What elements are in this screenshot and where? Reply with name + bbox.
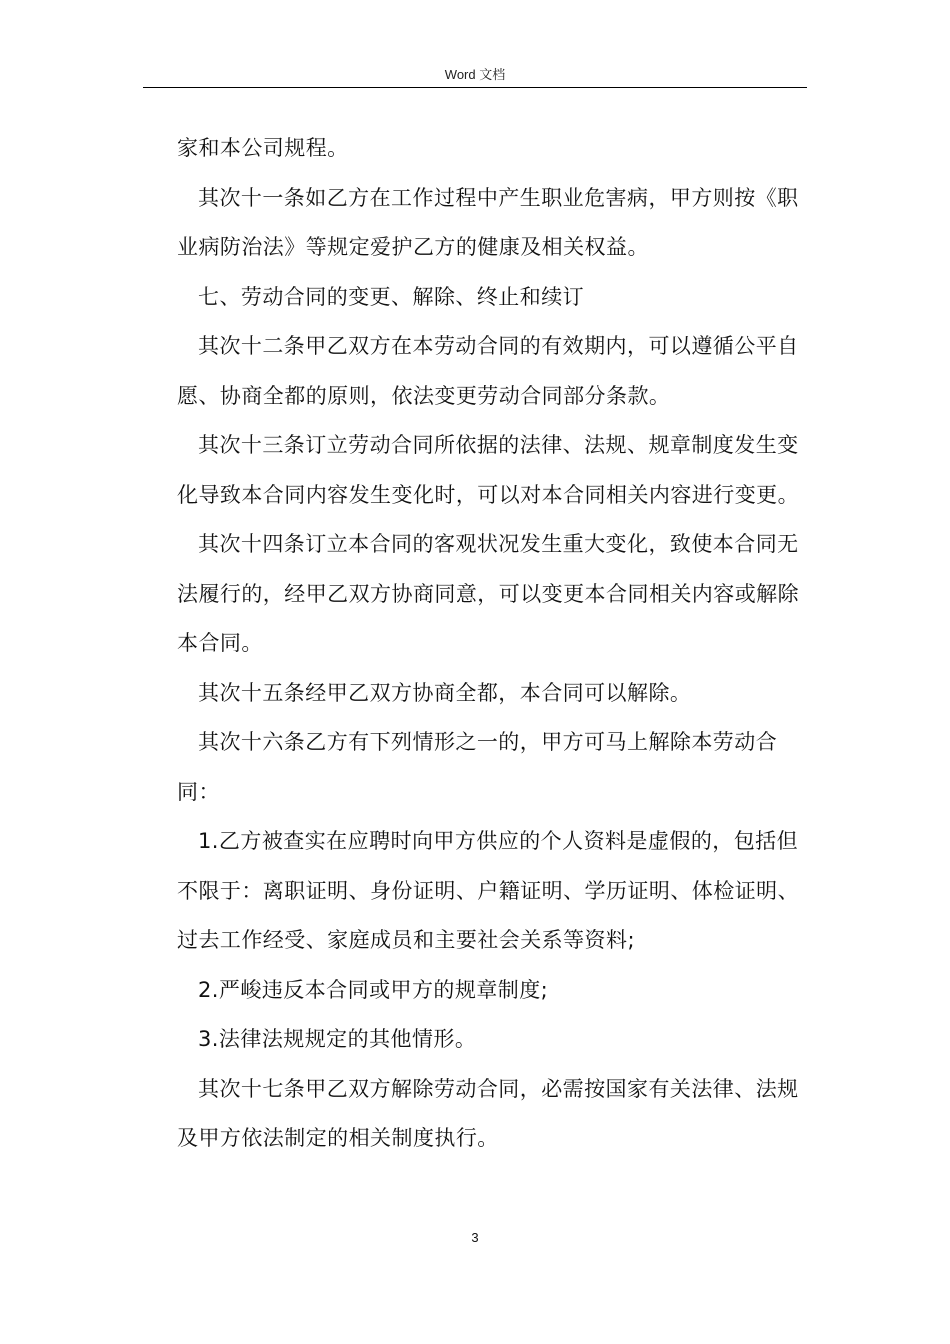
paragraph: 其次十二条甲乙双方在本劳动合同的有效期内，可以遵循公平自愿、协商全都的原则，依法变更劳动合同部分条款。	[177, 334, 799, 408]
list-item: 1.乙方被查实在应聘时向甲方供应的个人资料是虚假的，包括但不限于：离职证明、身份证明、户籍证明、学历证明、体检证明、过去工作经受、家庭成员和主要社会关系等资料;	[177, 829, 800, 952]
paragraph: 其次十六条乙方有下列情形之一的，甲方可马上解除本劳动合同：	[177, 730, 778, 804]
paragraph: 其次十一条如乙方在工作过程中产生职业危害病，甲方则按《职业病防治法》等规定爱护乙方的健康及相关权益。	[177, 185, 799, 259]
header-divider	[143, 87, 807, 88]
paragraph: 家和本公司规程。	[177, 136, 349, 160]
page-header: Word 文档	[444, 67, 506, 82]
page-number: 3	[471, 1230, 479, 1245]
list-item: 3.法律法规规定的其他情形。	[198, 1027, 477, 1051]
paragraph: 其次十三条订立劳动合同所依据的法律、法规、规章制度发生变化导致本合同内容发生变化时，可以对本合同相关内容进行变更。	[177, 433, 800, 507]
paragraph: 其次十七条甲乙双方解除劳动合同，必需按国家有关法律、法规及甲方依法制定的相关制度执行。	[177, 1076, 799, 1150]
paragraph: 其次十四条订立本合同的客观状况发生重大变化，致使本合同无法履行的，经甲乙双方协商同意，可以变更本合同相关内容或解除本合同。	[177, 532, 800, 655]
list-item: 2.严峻违反本合同或甲方的规章制度;	[198, 977, 549, 1002]
paragraph: 其次十五条经甲乙双方协商全都，本合同可以解除。	[198, 680, 692, 705]
section-heading: 七、劳动合同的变更、解除、终止和续订	[198, 284, 585, 309]
document-body	[177, 124, 807, 1164]
